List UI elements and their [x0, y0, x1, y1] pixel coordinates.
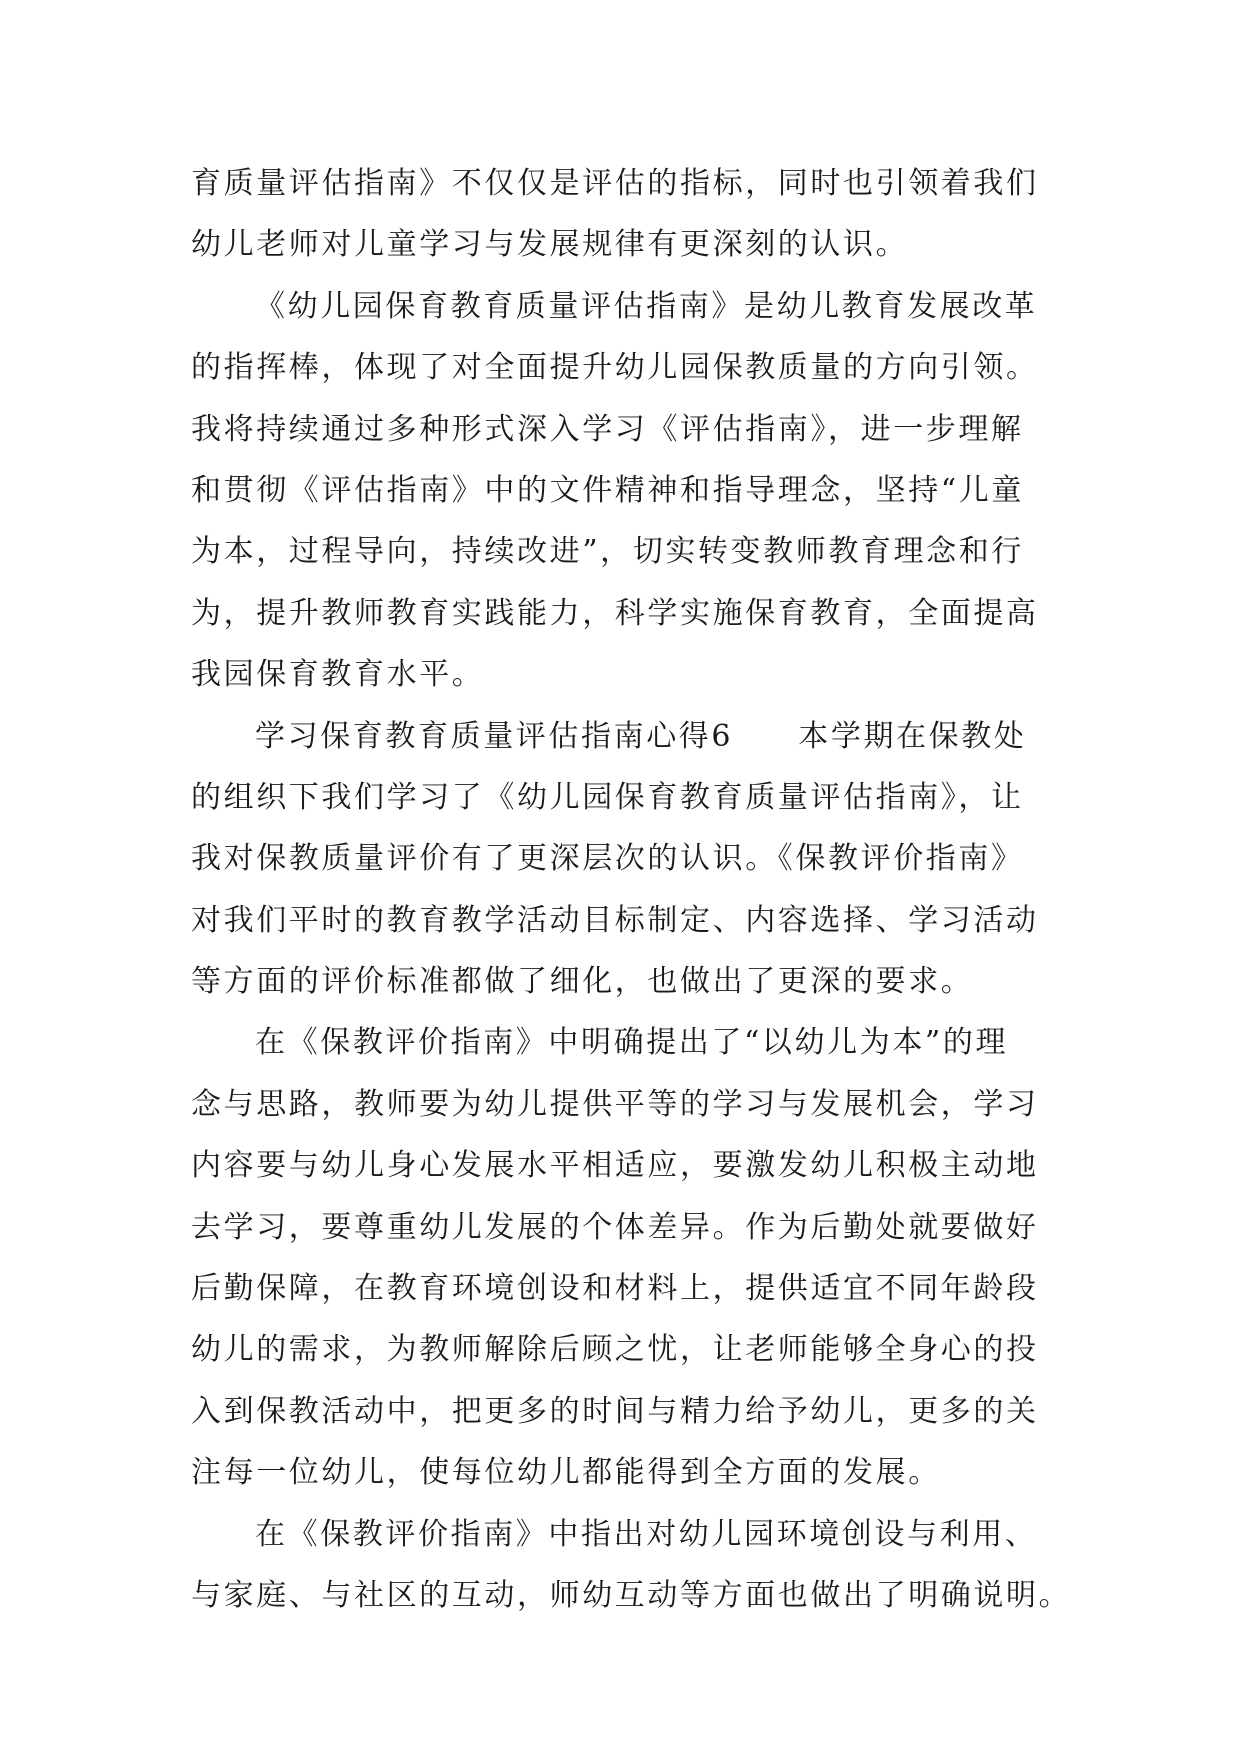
- text-line: 与家庭、与社区的互动，师幼互动等方面也做出了明确说明。: [191, 1577, 1072, 1613]
- text-line: 为，提升教师教育实践能力，科学实施保育教育，全面提高: [191, 595, 1039, 631]
- text-line: 的组织下我们学习了《幼儿园保育教育质量评估指南》，让: [191, 779, 1024, 815]
- text-line: 幼儿的需求，为教师解除后顾之忧，让老师能够全身心的投: [191, 1332, 1039, 1368]
- text-line: 念与思路，教师要为幼儿提供平等的学习与发展机会，学习: [191, 1086, 1039, 1122]
- text-line: 的指挥棒，体现了对全面提升幼儿园保教质量的方向引领。: [191, 350, 1039, 386]
- text-line: 对我们平时的教育教学活动目标制定、内容选择、学习活动: [191, 902, 1039, 938]
- text-line: 和贯彻《评估指南》中的文件精神和指导理念，坚持“儿童: [191, 472, 1024, 508]
- text-line: 为本，过程导向，持续改进”，切实转变教师教育理念和行: [191, 534, 1024, 570]
- text-line: 学习保育教育质量评估指南心得6 本学期在保教处: [255, 718, 1027, 754]
- text-line: 我将持续通过多种形式深入学习《评估指南》，进一步理解: [191, 411, 1024, 447]
- text-line: 《幼儿园保育教育质量评估指南》是幼儿教育发展改革: [255, 288, 1038, 324]
- text-line: 我对保教质量评价有了更深层次的认识。《保教评价指南》: [191, 841, 1024, 877]
- text-line: 我园保育教育水平。: [191, 657, 485, 693]
- text-line: 入到保教活动中，把更多的时间与精力给予幼儿，更多的关: [191, 1393, 1039, 1429]
- text-line: 内容要与幼儿身心发展水平相适应，要激发幼儿积极主动地: [191, 1148, 1039, 1184]
- text-line: 注每一位幼儿，使每位幼儿都能得到全方面的发展。: [191, 1455, 941, 1491]
- text-line: 后勤保障，在教育环境创设和材料上，提供适宜不同年龄段: [191, 1271, 1039, 1307]
- text-line: 在《保教评价指南》中指出对幼儿园环境创设与利用、: [255, 1516, 1038, 1552]
- text-line: 在《保教评价指南》中明确提出了“以幼儿为本”的理: [255, 1025, 1009, 1061]
- text-line: 育质量评估指南》不仅仅是评估的指标，同时也引领着我们: [191, 166, 1039, 201]
- text-line: 幼儿老师对儿童学习与发展规律有更深刻的认识。: [191, 227, 909, 263]
- text-line: 去学习，要尊重幼儿发展的个体差异。作为后勤处就要做好: [191, 1209, 1039, 1245]
- text-line: 等方面的评价标准都做了细化，也做出了更深的要求。: [191, 964, 974, 1000]
- document-body: [191, 153, 1072, 1626]
